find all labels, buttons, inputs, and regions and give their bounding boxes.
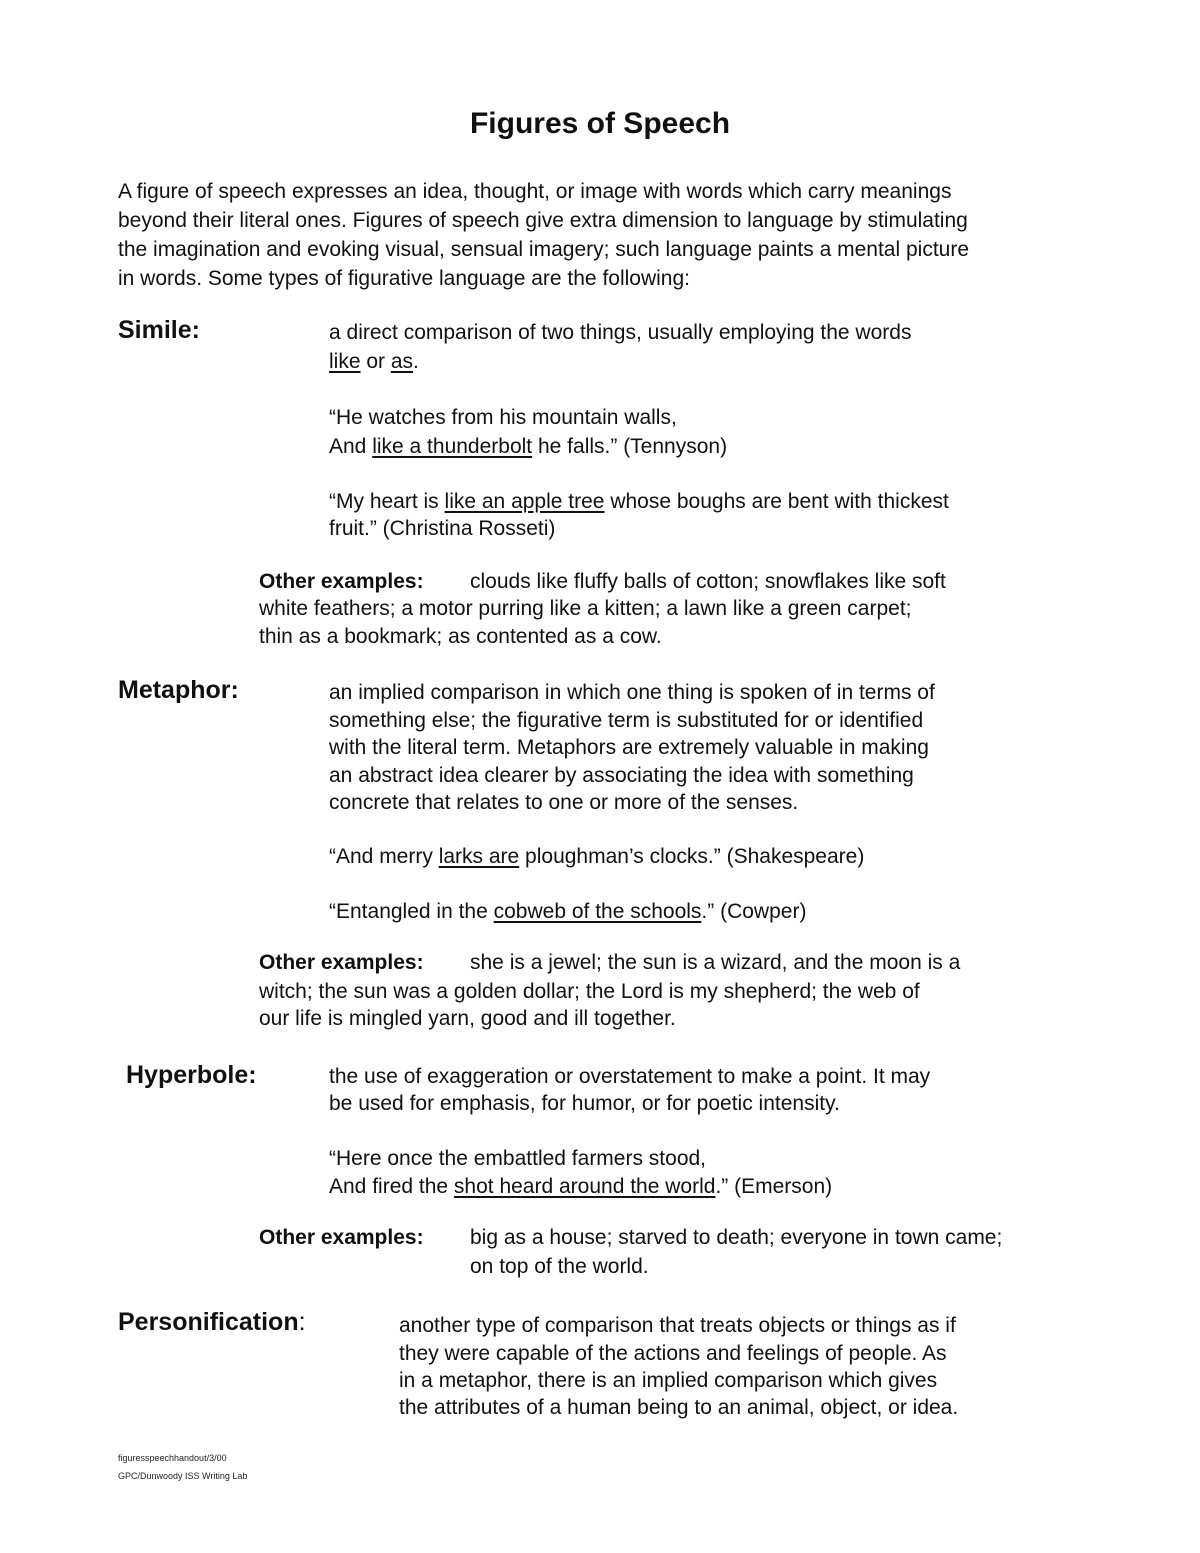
metaphor-other-examples-line: witch; the sun was a golden dollar; the Lord is my shepherd; the web of (259, 980, 920, 1003)
personification-definition-line: they were capable of the actions and feelings of people. As (399, 1342, 947, 1365)
simile-other-examples-line: thin as a bookmark; as contented as a cow. (259, 625, 662, 648)
text-run: ploughman’s clocks.” (Shakespeare) (519, 845, 865, 868)
simile-definition-line (329, 347, 419, 376)
intro-paragraph (118, 177, 1093, 293)
simile-term: Simile: (118, 316, 200, 344)
footer-filename: figuresspeechhandout/3/00 (118, 1453, 227, 1463)
intro-line: the imagination and evoking visual, sensual imagery; such language paints a mental picture (118, 238, 970, 261)
footer-lab-credit: GPC/Dunwoody ISS Writing Lab (118, 1471, 248, 1481)
underlined-phrase: like an apple tree (444, 490, 605, 513)
text-run: .” (Emerson) (715, 1175, 833, 1198)
metaphor-example-line (329, 897, 806, 926)
hyperbole-definition-line: be used for emphasis, for humor, or for poetic intensity. (329, 1092, 840, 1115)
metaphor-term: Metaphor: (118, 676, 239, 704)
hyperbole-definition-line: the use of exaggeration or overstatement to make a point. It may (329, 1065, 931, 1088)
underlined-phrase: as (390, 350, 414, 373)
simile-other-examples-line: white feathers; a motor purring like a kitten; a lawn like a green carpet; (259, 597, 912, 620)
text-run: “Here once the embattled farmers stood, (329, 1147, 707, 1170)
hyperbole-example-line (329, 1172, 832, 1201)
personification-term (118, 1307, 306, 1337)
metaphor-definition-line: an abstract idea clearer by associating the idea with something (329, 764, 914, 787)
underlined-phrase: cobweb of the schools (493, 900, 702, 923)
personification-definition-line: the attributes of a human being to an animal, object, or idea. (399, 1396, 959, 1419)
intro-line: in words. Some types of figurative language are the following: (118, 267, 690, 290)
text-run: “My heart is (329, 490, 445, 513)
metaphor-example-line (329, 842, 864, 871)
hyperbole-other-examples-label: Other examples: (259, 1226, 424, 1249)
simile-example-line (329, 514, 555, 543)
simile-definition-line (329, 318, 911, 347)
hyperbole-other-examples-line: big as a house; starved to death; everyone in town came; (470, 1226, 1003, 1249)
metaphor-definition-line: an implied comparison in which one thing is spoken of in terms of (329, 681, 935, 704)
page-title: Figures of Speech (469, 107, 731, 140)
personification-term-word: Personification (118, 1308, 299, 1336)
personification-definition-line: another type of comparison that treats objects or things as if (399, 1314, 956, 1337)
metaphor-other-examples-line: she is a jewel; the sun is a wizard, and the moon is a (470, 951, 961, 974)
text-run: he falls.” (Tennyson) (532, 435, 728, 458)
metaphor-definition-line: concrete that relates to one or more of the senses. (329, 791, 799, 814)
text-run: whose boughs are bent with thickest (604, 490, 949, 513)
metaphor-other-examples-line: our life is mingled yarn, good and ill together. (259, 1007, 676, 1030)
text-run: . (413, 350, 419, 373)
simile-example-line (329, 432, 727, 461)
hyperbole-term: Hyperbole: (126, 1061, 257, 1089)
simile-example-line (329, 487, 949, 516)
underlined-phrase: shot heard around the world (453, 1175, 716, 1198)
metaphor-definition-line: with the literal term. Metaphors are extremely valuable in making (329, 736, 929, 759)
hyperbole-other-examples-line: on top of the world. (470, 1255, 649, 1278)
metaphor-other-examples-label: Other examples: (259, 951, 424, 974)
simile-other-examples-label: Other examples: (259, 570, 424, 593)
text-run: “And merry (329, 845, 439, 868)
text-run: “He watches from his mountain walls, (329, 406, 677, 429)
underlined-phrase: like (329, 350, 361, 373)
text-run: And fired the (329, 1175, 454, 1198)
text-run: or (360, 350, 391, 373)
underlined-phrase: like a thunderbolt (372, 435, 533, 458)
intro-line: A figure of speech expresses an idea, thought, or image with words which carry meanings (118, 180, 952, 203)
text-run: .” (Cowper) (701, 900, 807, 923)
simile-example-line (329, 403, 677, 432)
underlined-phrase: larks are (438, 845, 520, 868)
simile-other-examples-line: clouds like fluffy balls of cotton; snowflakes like soft (470, 570, 946, 593)
text-run: a direct comparison of two things, usually employing the words (329, 321, 912, 344)
personification-term-colon: : (298, 1308, 306, 1336)
intro-line: beyond their literal ones. Figures of speech give extra dimension to language by stimulating (118, 209, 968, 232)
personification-definition-line: in a metaphor, there is an implied comparison which gives (399, 1369, 938, 1392)
text-run: And (329, 435, 373, 458)
text-run: “Entangled in the (329, 900, 494, 923)
hyperbole-example-line (329, 1144, 706, 1173)
metaphor-definition-line: something else; the figurative term is substituted for or identified (329, 709, 924, 732)
text-run: fruit.” (Christina Rosseti) (329, 517, 556, 540)
